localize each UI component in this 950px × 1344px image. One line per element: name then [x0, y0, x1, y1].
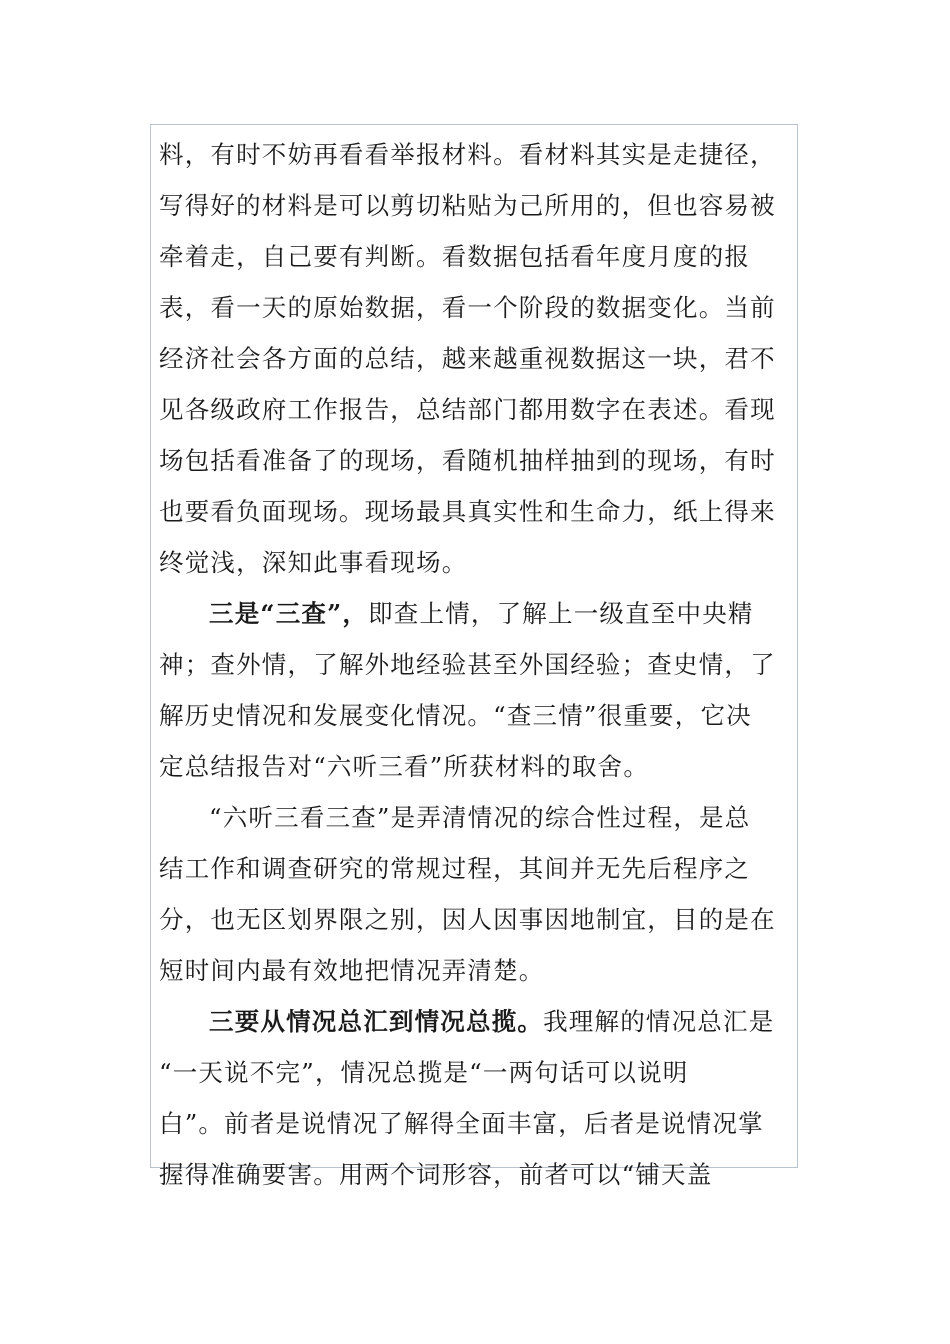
- text-line: 定总结报告对“六听三看”所获材料的取舍。: [159, 752, 650, 781]
- text-line: 解历史情况和发展变化情况。“查三情”很重要，它决: [159, 701, 752, 730]
- text-line: “六听三看三查”是弄清情况的综合性过程，是总: [209, 803, 751, 832]
- text-line: 短时间内最有效地把情况弄清楚。: [159, 956, 545, 985]
- text-line: 见各级政府工作报告，总结部门都用数字在表述。看现: [159, 395, 776, 424]
- paragraph-1: [159, 129, 777, 588]
- document-body: [159, 129, 777, 1200]
- bold-heading: 三是“三查”，: [209, 599, 369, 628]
- text-line: “一天说不完”，情况总揽是“一两句话可以说明: [159, 1058, 689, 1087]
- text-line: 分，也无区划界限之别，因人因事因地制宜，目的是在: [159, 905, 776, 934]
- bold-heading: 三要从情况总汇到情况总揽。: [209, 1007, 544, 1036]
- text-line: 料，有时不妨再看看举报材料。看材料其实是走捷径，: [159, 140, 776, 169]
- paragraph-4: [159, 996, 777, 1200]
- text-line: 握得准确要害。用两个词形容，前者可以“铺天盖: [159, 1160, 713, 1189]
- text-line: 写得好的材料是可以剪切粘贴为己所用的，但也容易被: [159, 191, 776, 220]
- text-line: 终觉浅，深知此事看现场。: [159, 548, 468, 577]
- text-line: 也要看负面现场。现场最具真实性和生命力，纸上得来: [159, 497, 776, 526]
- text-line: [159, 588, 777, 639]
- line-text: 即查上情，了解上一级直至中央精: [368, 599, 754, 628]
- paragraph-3: [159, 792, 777, 996]
- text-line: 白”。前者是说情况了解得全面丰富，后者是说情况掌: [159, 1109, 764, 1138]
- text-line: 场包括看准备了的现场，看随机抽样抽到的现场，有时: [159, 446, 776, 475]
- paragraph-2: [159, 588, 777, 792]
- line-text: 我理解的情况总汇是: [543, 1007, 775, 1036]
- text-line: 经济社会各方面的总结，越来越重视数据这一块，君不: [159, 344, 776, 373]
- text-line: [159, 996, 777, 1047]
- text-line: 神；查外情，了解外地经验甚至外国经验；查史情，了: [159, 650, 776, 679]
- text-line: 牵着走，自己要有判断。看数据包括看年度月度的报: [159, 242, 751, 271]
- page-frame: [150, 124, 798, 1189]
- text-line: 结工作和调查研究的常规过程，其间并无先后程序之: [159, 854, 751, 883]
- text-line: 表，看一天的原始数据，看一个阶段的数据变化。当前: [159, 293, 776, 322]
